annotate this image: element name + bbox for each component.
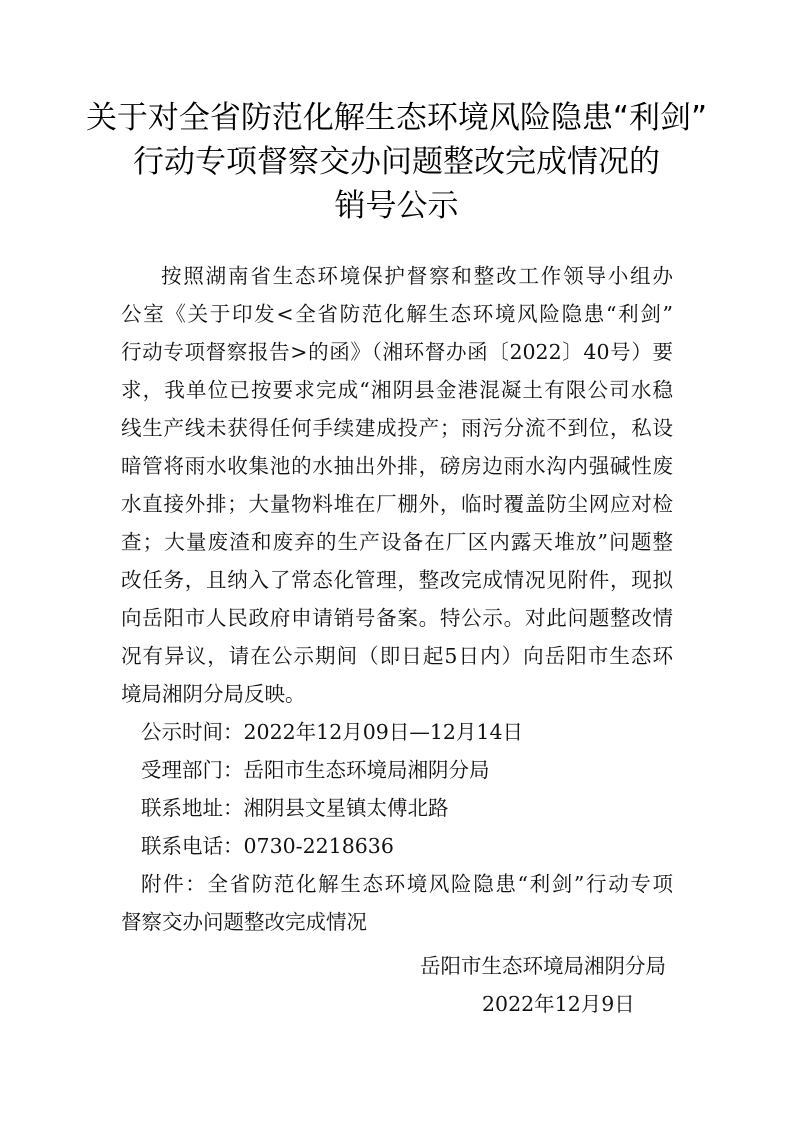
contact-address: 联系地址：湘阴县文星镇太傅北路 [141,796,449,820]
title-line-1: 关于对全省防范化解生态环境风险隐患“利剑” [85,100,708,136]
signature-date: 2022年12月9日 [482,992,635,1016]
attachment-line-2: 督察交办问题整改完成情况 [121,910,367,934]
body-line: 求，我单位已按要求完成“湘阴县金港混凝土有限公司水稳 [121,378,673,402]
body-line: 暗管将雨水收集池的水抽出外排，磅房边雨水沟内强碱性废 [121,454,673,478]
contact-phone: 联系电话：0730-2218636 [141,834,394,858]
body-line: 查；大量废渣和废弃的生产设备在厂区内露天堆放”问题整 [121,530,673,554]
accepting-department: 受理部门：岳阳市生态环境局湘阴分局 [141,758,490,782]
body-line: 境局湘阴分局反映。 [121,682,306,706]
notice-period: 公示时间：2022年12月09日—12月14日 [141,720,524,744]
body-line: 水直接外排；大量物料堆在厂棚外，临时覆盖防尘网应对检 [121,492,673,516]
body-line: 向岳阳市人民政府申请销号备案。特公示。对此问题整改情 [121,606,673,630]
attachment-line-1: 附件：全省防范化解生态环境风险隐患“利剑”行动专项 [141,872,673,896]
body-line: 行动专项督察报告>的函》（湘环督办函〔2022〕40号）要 [121,340,673,364]
body-line: 公室《关于印发<全省防范化解生态环境风险隐患“利剑” [121,302,673,326]
body-line: 按照湖南省生态环境保护督察和整改工作领导小组办 [161,264,673,288]
signature-organization: 岳阳市生态环境局湘阴分局 [420,954,666,978]
title-line-3: 销号公示 [334,188,459,224]
title-line-2: 行动专项督察交办问题整改完成情况的 [133,144,660,180]
body-line: 改任务，且纳入了常态化管理，整改完成情况见附件，现拟 [121,568,673,592]
body-line: 况有异议，请在公示期间（即日起5日内）向岳阳市生态环 [121,644,673,668]
body-line: 线生产线未获得任何手续建成投产；雨污分流不到位，私设 [121,416,673,440]
